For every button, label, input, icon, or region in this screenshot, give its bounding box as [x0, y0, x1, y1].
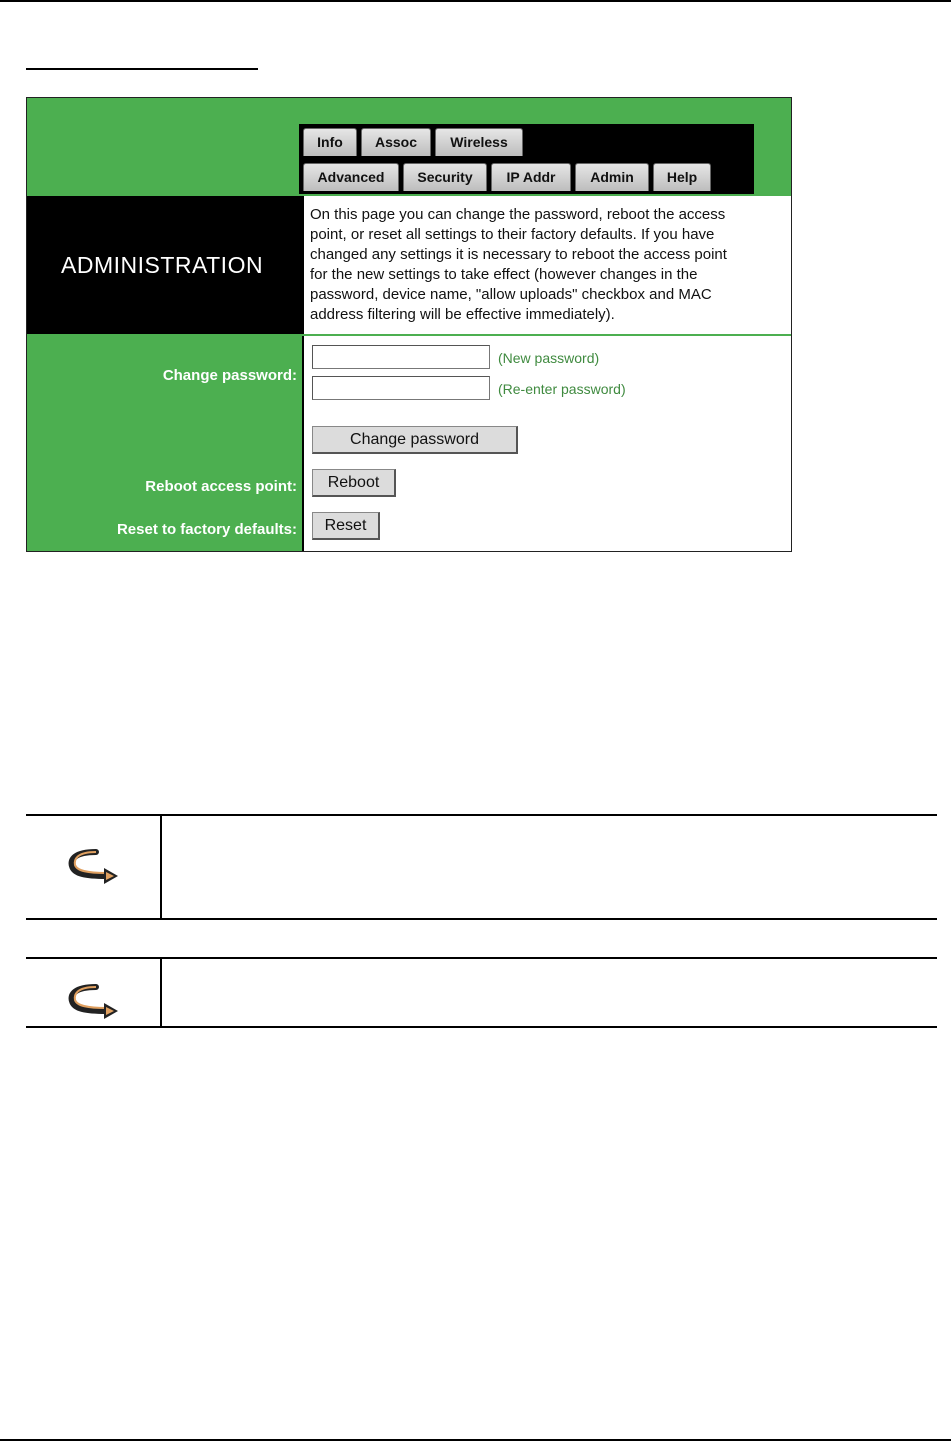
tab-bar: [299, 124, 754, 194]
tab-wireless[interactable]: Wireless: [435, 128, 523, 156]
description-line: password, device name, "allow uploads" checkbox and MAC: [310, 286, 712, 303]
reset-label: Reset to factory defaults:: [116, 521, 297, 538]
description-box: [302, 196, 791, 334]
description-line: address filtering will be effective immediately).: [310, 306, 615, 323]
note-arrow-icon: [66, 981, 122, 1021]
admin-screenshot-panel: [26, 97, 792, 552]
note-arrow-icon: [66, 846, 122, 886]
note-box: [26, 814, 937, 920]
description-line: point, or reset all settings to their factory defaults. If you have: [310, 226, 715, 243]
tab-info[interactable]: Info: [303, 128, 357, 156]
change-password-button[interactable]: Change password: [312, 426, 518, 454]
admin-form: [302, 336, 791, 551]
top-rule: [0, 0, 951, 2]
page-title: ADMINISTRATION: [61, 252, 264, 278]
reboot-button[interactable]: Reboot: [312, 469, 396, 497]
tab-advanced[interactable]: Advanced: [303, 163, 399, 191]
change-password-label: Change password:: [162, 367, 297, 384]
new-password-hint: (New password): [498, 350, 600, 366]
tab-assoc[interactable]: Assoc: [361, 128, 431, 156]
description-line: changed any settings it is necessary to reboot the access point: [310, 246, 727, 263]
description-line: On this page you can change the password, reboot the access: [310, 206, 726, 223]
tab-admin[interactable]: Admin: [575, 163, 649, 191]
reboot-label: Reboot access point:: [145, 478, 297, 495]
tab-security[interactable]: Security: [403, 163, 487, 191]
note-box: [26, 957, 937, 1028]
description-line: for the new settings to take effect (however changes in the: [310, 266, 698, 283]
reenter-password-input[interactable]: [312, 376, 490, 400]
tab-help[interactable]: Help: [653, 163, 711, 191]
section-heading-underline: [26, 68, 258, 70]
new-password-input[interactable]: [312, 345, 490, 369]
reset-button[interactable]: Reset: [312, 512, 380, 540]
reenter-password-hint: (Re-enter password): [498, 381, 626, 397]
note-divider: [160, 816, 162, 918]
note-divider: [160, 959, 162, 1026]
tab-ip-addr[interactable]: IP Addr: [491, 163, 571, 191]
title-block: [27, 196, 302, 334]
